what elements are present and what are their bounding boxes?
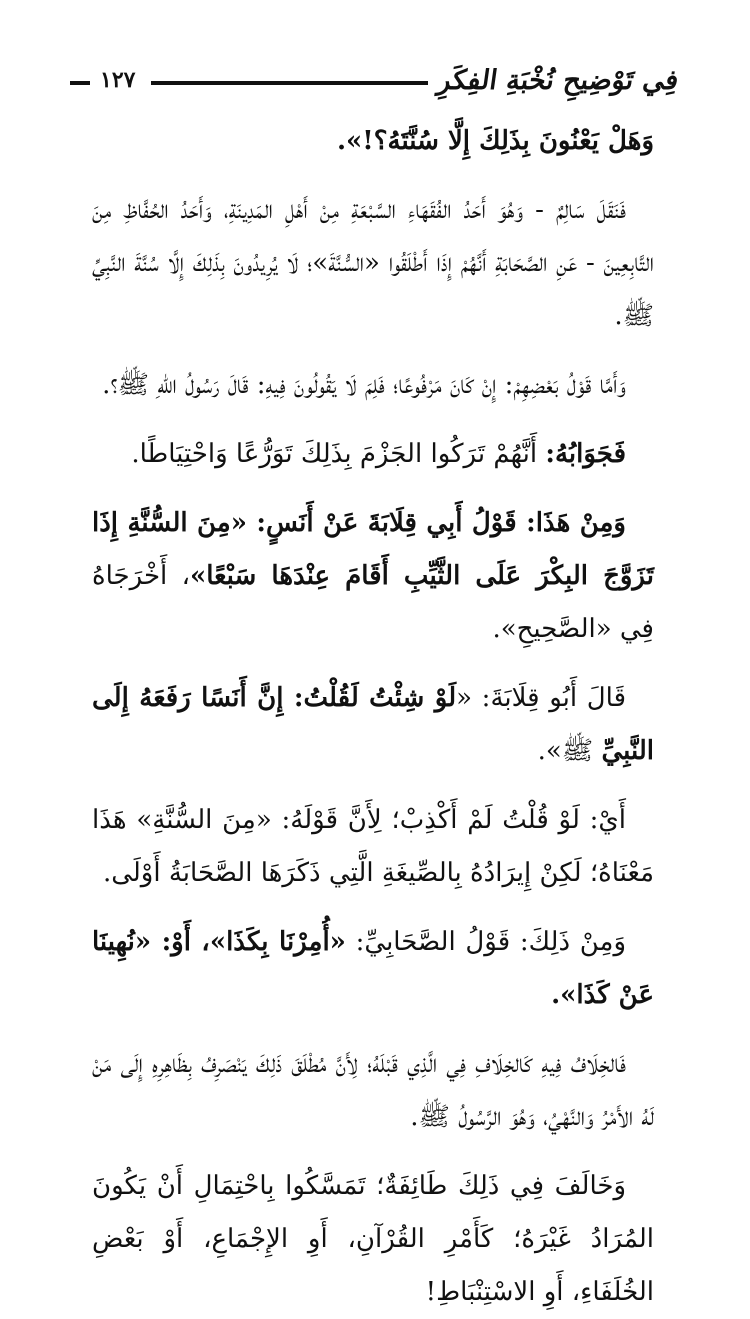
companion-phrases: «أُمِرْنَا بِكَذَا»، أَوْ: «نُهِينَا عَنْ كَذَا». [92, 927, 654, 1010]
page-number: ١٢٧ [100, 67, 136, 93]
paragraph-8-text: وَمِنْ ذَلِكَ: قَوْلُ الصَّحَابِيِّ: [355, 927, 626, 957]
paragraph-5 [92, 497, 654, 656]
salawat-symbol: ﷺ [117, 370, 150, 400]
paragraph-8 [92, 916, 654, 1022]
paragraph-3-end: ؟. [102, 370, 118, 400]
paragraph-10: وَخَالَفَ فِي ذَلِكَ طَائِفَةٌ؛ تَمَسَّكُوا بِاحْتِمَالِ أَنْ يَكُونَ المُرَادُ غَيْرَهُ؛ كَأَمْرِ القُرْآنِ، أَوِ الإِجْمَاعِ، أَوْ بَعْضِ الخُلَفَاءِ، أَوِ الاسْتِنْبَاطِ! [92, 1171, 654, 1307]
paragraph-6 [92, 672, 654, 778]
paragraph-9-text: فَالخِلَافُ فِيهِ كَالخِلَافِ فِي الَّذِي قَبْلَهُ؛ لِأَنَّ مُطْلَقَ ذَلِكَ يَنْصَرِفُ بِظَاهِرِهِ إِلَى مَنْ لَهُ الأَمْرُ وَالنَّهْيُ، وَهُوَ الرَّسُولُ [92, 1049, 654, 1132]
paragraph-2-text: فَنَقَلَ سَالِمٌ - وَهُوَ أَحَدُ الفُقَهَاءِ السَّبْعَةِ مِنْ أَهْلِ المَدِينَةِ، وَأَحَدُ الحُفَّاظِ مِنَ التَّابِعِينَ - عَنِ الصَّحَابَةِ أَنَّهُمْ إِذَا أَطْلَقُوا «السُّنَّةَ»؛ لَا يُرِيدُونَ بِذَلِكَ إِلَّا سُنَّةَ النَّبِيِّ [92, 195, 654, 278]
paragraph-9-end: . [410, 1102, 419, 1132]
paragraph-6-end: ». [537, 736, 562, 766]
paragraph-2-end: . [614, 301, 623, 331]
hadith-quote: وَمِنْ هَذَا: قَوْلُ أَبِي قِلَابَةَ عَنْ أَنَسٍ: «مِنَ السُّنَّةِ إِذَا تَزَوَّجَ البِكْرَ عَلَى الثَّيِّبِ أَقَامَ عِنْدَهَا سَبْعًا» [92, 508, 654, 591]
running-title: فِي تَوْضِيحِ نُخْبَةِ الفِكَرِ [435, 64, 681, 96]
paragraph-3 [92, 359, 654, 412]
page-body [92, 115, 654, 1319]
paragraph-6-lead: قَالَ أَبُو قِلَابَةَ: « [456, 683, 626, 713]
page-dash [70, 81, 90, 85]
paragraph-9 [92, 1038, 654, 1144]
paragraph-1: وَهَلْ يَعْنُونَ بِذَلِكَ إِلَّا سُنَّتَهُ؟!». [336, 126, 654, 156]
answer-label: فَجَوَابُهُ: [545, 439, 626, 469]
paragraph-4-text: أَنَّهُمْ تَرَكُوا الجَزْمَ بِذَلِكَ تَوَرُّعًا وَاحْتِيَاطًا. [131, 439, 538, 469]
paragraph-5-text: ، أَخْرَجَاهُ فِي «الصَّحِيحِ». [92, 561, 654, 644]
paragraph-7: أَيْ: لَوْ قُلْتُ لَمْ أَكْذِبْ؛ لِأَنَّ قَوْلَهُ: «مِنَ السُّنَّةِ» هَذَا مَعْنَاهُ؛ لَكِنْ إِيرَادُهُ بِالصِّيغَةِ الَّتِي ذَكَرَهَا الصَّحَابَةُ أَوْلَى. [92, 805, 654, 888]
salawat-symbol: ﷺ [561, 736, 594, 766]
salawat-symbol: ﷺ [418, 1102, 450, 1132]
page-header [70, 56, 681, 104]
abu-qilaba-quote: لَوْ شِئْتُ لَقُلْتُ: إِنَّ أَنَسًا رَفَعَهُ إِلَى النَّبِيِّ [92, 683, 654, 766]
salawat-symbol: ﷺ [622, 301, 654, 331]
paragraph-4 [92, 428, 654, 481]
paragraph-2 [92, 184, 654, 343]
header-rule [151, 81, 427, 85]
paragraph-3-text: وَأَمَّا قَوْلُ بَعْضِهِمْ: إِنْ كَانَ مَرْفُوعًا؛ فَلِمَ لَا يَقُولُونَ فِيهِ: قَالَ رَسُولُ اللهِ [157, 370, 626, 400]
